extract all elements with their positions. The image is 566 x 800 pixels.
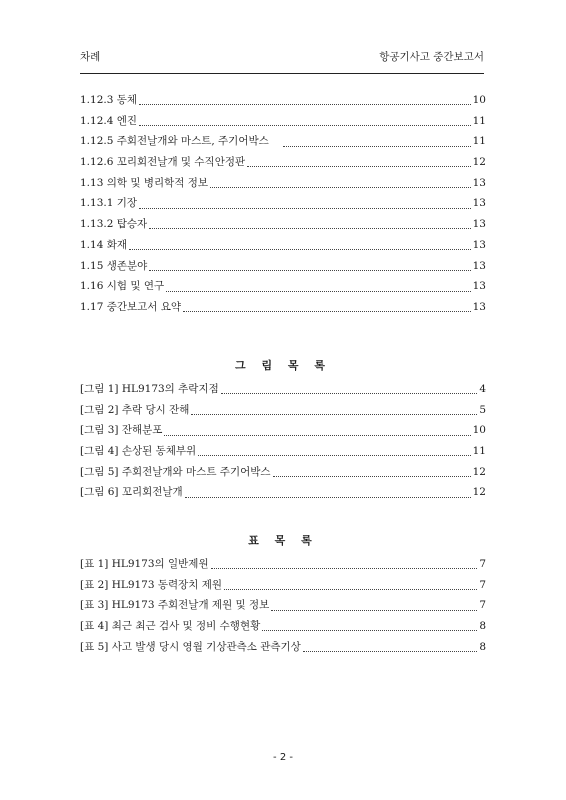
figures-list <box>80 381 486 505</box>
entry-label: [그림 1] HL9173의 추락지점 <box>80 383 219 395</box>
dot-leader <box>198 454 470 456</box>
entry-page-number: 5 <box>479 403 486 416</box>
entry-page-number: 11 <box>472 445 486 458</box>
entry-label: 1.13 의학 및 병리학적 정보 <box>80 176 209 189</box>
dot-leader <box>139 124 471 126</box>
tables-list <box>80 556 486 659</box>
list-item[interactable] <box>80 154 486 175</box>
list-item[interactable] <box>80 402 486 423</box>
entry-page-number: 7 <box>479 558 486 570</box>
entry-label: 1.12.5 주회전날개와 마스트, 주기어박스 <box>80 135 269 148</box>
dot-leader <box>164 434 470 436</box>
entry-label: 1.12.3 동체 <box>80 94 138 106</box>
figures-list-title: 그 림 목 록 <box>235 359 331 372</box>
entry-page-number: 12 <box>472 486 486 499</box>
dot-leader <box>185 496 471 498</box>
page-number: - 2 - <box>273 752 293 763</box>
list-item[interactable] <box>80 113 486 134</box>
entry-label: [표 3] HL9173 주회전날개 제원 및 정보 <box>80 599 270 612</box>
entry-label: [그림 2] 추락 당시 잔해 <box>80 403 190 416</box>
entry-label: 1.12.6 꼬리회전날개 및 수직안정판 <box>80 156 246 169</box>
list-item[interactable] <box>80 92 486 113</box>
entry-page-number: 11 <box>472 114 486 127</box>
entry-page-number: 8 <box>479 620 486 633</box>
entry-page-number: 8 <box>479 640 486 653</box>
list-item[interactable] <box>80 278 486 299</box>
dot-leader <box>210 186 471 188</box>
list-item[interactable] <box>80 258 486 279</box>
entry-label: [표 4] 최근 최근 검사 및 정비 수행현황 <box>80 620 261 633</box>
list-item[interactable] <box>80 237 486 258</box>
list-item[interactable] <box>80 133 486 154</box>
entry-page-number: 11 <box>472 135 486 148</box>
dot-leader <box>262 629 477 631</box>
header-section-label: 차례 <box>80 51 101 63</box>
dot-leader <box>224 588 477 590</box>
tables-list-title: 표 목 록 <box>248 534 318 547</box>
list-item[interactable] <box>80 443 486 464</box>
entry-label: 1.12.4 엔진 <box>80 114 138 127</box>
list-item[interactable] <box>80 381 486 402</box>
dot-leader <box>183 310 471 312</box>
entry-label: [그림 5] 주회전날개와 마스트 주기어박스 <box>80 465 271 478</box>
entry-label: 1.14 화재 <box>80 238 128 251</box>
dot-leader <box>149 227 470 229</box>
list-item[interactable] <box>80 175 486 196</box>
dot-leader <box>273 475 471 477</box>
entry-page-number: 10 <box>472 424 486 437</box>
entry-page-number: 13 <box>472 259 486 272</box>
entry-label: [표 5] 사고 발생 당시 영월 기상관측소 관측기상 <box>80 640 301 653</box>
entry-page-number: 13 <box>472 280 486 293</box>
entry-label: [표 1] HL9173의 일반제원 <box>80 558 209 570</box>
entry-page-number: 7 <box>479 578 486 591</box>
entry-page-number: 13 <box>472 300 486 313</box>
dot-leader <box>303 650 478 652</box>
dot-leader <box>166 290 471 292</box>
list-item[interactable] <box>80 639 486 660</box>
dot-leader <box>247 165 470 167</box>
dot-leader <box>129 248 471 250</box>
entry-label: 1.13.2 탑승자 <box>80 218 148 231</box>
entry-page-number: 10 <box>472 94 486 106</box>
entry-label: 1.15 생존분야 <box>80 259 148 272</box>
list-item[interactable] <box>80 618 486 639</box>
list-item[interactable] <box>80 556 486 577</box>
dot-leader <box>139 207 471 209</box>
entry-label: [그림 3] 잔해분포 <box>80 424 163 437</box>
entry-label: 1.13.1 기장 <box>80 197 138 210</box>
entry-label: 1.16 시험 및 연구 <box>80 280 165 293</box>
entry-page-number: 13 <box>472 218 486 231</box>
list-item[interactable] <box>80 195 486 216</box>
dot-leader <box>283 145 471 147</box>
list-item[interactable] <box>80 464 486 485</box>
list-item[interactable] <box>80 577 486 598</box>
list-item[interactable] <box>80 422 486 443</box>
entry-label: [그림 6] 꼬리회전날개 <box>80 486 183 499</box>
list-item[interactable] <box>80 597 486 618</box>
entry-page-number: 7 <box>479 599 486 612</box>
list-item[interactable] <box>80 299 486 320</box>
entry-page-number: 4 <box>479 383 486 395</box>
dot-leader <box>139 103 471 105</box>
list-item[interactable] <box>80 216 486 237</box>
list-item[interactable] <box>80 484 486 505</box>
header-report-title: 항공기사고 중간보고서 <box>379 51 484 63</box>
dot-leader <box>271 609 477 611</box>
entry-page-number: 13 <box>472 176 486 189</box>
entry-page-number: 13 <box>472 238 486 251</box>
entry-page-number: 12 <box>472 465 486 478</box>
header-divider <box>80 73 484 74</box>
entry-page-number: 13 <box>472 197 486 210</box>
dot-leader <box>149 269 470 271</box>
entry-label: 1.17 중간보고서 요약 <box>80 300 182 313</box>
toc-list <box>80 92 486 320</box>
entry-label: [그림 4] 손상된 동체부위 <box>80 445 197 458</box>
dot-leader <box>221 392 478 394</box>
dot-leader <box>211 567 478 569</box>
entry-label: [표 2] HL9173 동력장치 제원 <box>80 578 223 591</box>
entry-page-number: 12 <box>472 156 486 169</box>
dot-leader <box>191 413 477 415</box>
